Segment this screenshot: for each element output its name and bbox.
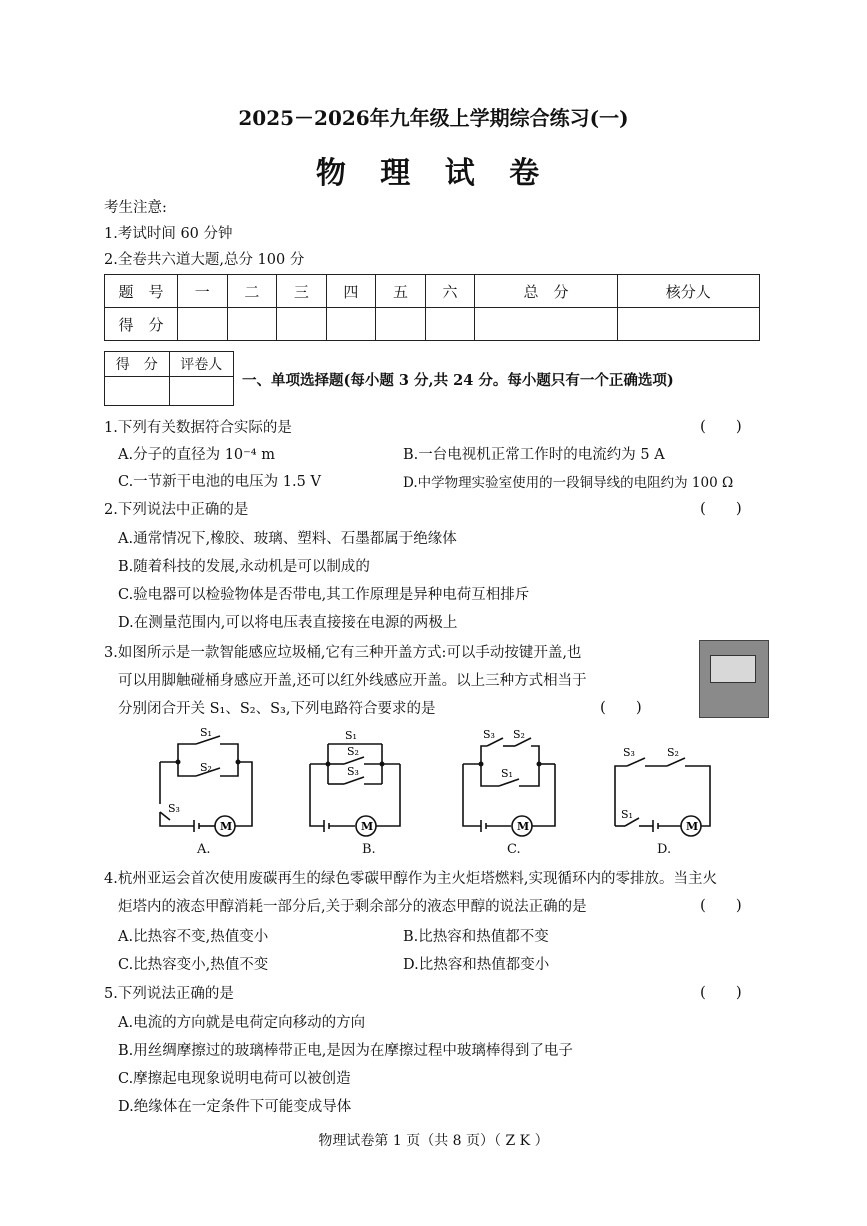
option: A.比热容不变,热值变小 <box>118 929 269 945</box>
score-header-cell: 题 号 <box>105 275 178 308</box>
circuit-label: B. <box>362 842 376 857</box>
option: C.一节新干电池的电压为 1.5 V <box>118 474 321 490</box>
grader-score-cell[interactable] <box>105 377 170 406</box>
grader-label: 得 分 <box>105 352 170 377</box>
switch-label: S₂ <box>347 745 359 758</box>
circuit-label: D. <box>657 842 672 857</box>
notice-item: 2.全卷共六道大题,总分 100 分 <box>104 252 305 268</box>
score-table <box>104 274 760 341</box>
score-header-cell: 二 <box>227 275 277 308</box>
switch-label: S₁ <box>200 726 212 739</box>
motor-label: M <box>686 820 699 833</box>
circuit-label: C. <box>507 842 521 857</box>
question-stem: 分别闭合开关 S₁、S₂、S₃,下列电路符合要求的是 <box>118 701 436 717</box>
page-title: 2025－2026年九年级上学期综合练习(一) <box>238 106 629 130</box>
option: D.比热容和热值都变小 <box>403 957 550 973</box>
motor-label: M <box>220 820 233 833</box>
score-header-cell: 核分人 <box>617 275 759 308</box>
score-table-header-row <box>105 275 760 308</box>
score-header-cell: 三 <box>277 275 327 308</box>
page-footer: 物理试卷第 1 页（共 8 页）（ Z K ） <box>318 1133 549 1149</box>
motor-label: M <box>361 820 374 833</box>
motor-label: M <box>517 820 530 833</box>
score-header-cell: 五 <box>376 275 426 308</box>
switch-label: S₁ <box>345 729 357 742</box>
score-cell[interactable] <box>425 308 475 341</box>
score-cell[interactable] <box>277 308 327 341</box>
circuit-diagram-d <box>605 724 720 839</box>
question-stem: 可以用脚触碰桶身感应开盖,还可以红外线感应开盖。以上三种方式相当于 <box>118 673 587 689</box>
grader-name-cell[interactable] <box>169 377 234 406</box>
switch-label: S₁ <box>621 808 633 821</box>
answer-paren[interactable]: ( ) <box>700 983 742 1001</box>
answer-paren[interactable]: ( ) <box>700 896 742 914</box>
answer-paren[interactable]: ( ) <box>700 499 742 517</box>
switch-label: S₃ <box>483 728 495 741</box>
option: A.电流的方向就是电荷定向移动的方向 <box>118 1015 366 1031</box>
option: C.比热容变小,热值不变 <box>118 957 269 973</box>
page-subtitle: 物 理 试 卷 <box>315 156 552 191</box>
option: A.分子的直径为 10⁻⁴ m <box>118 447 275 463</box>
question-stem: 3.如图所示是一款智能感应垃圾桶,它有三种开盖方式:可以手动按键开盖,也 <box>104 645 582 661</box>
switch-label: S₂ <box>200 761 212 774</box>
score-cell[interactable] <box>475 308 617 341</box>
score-header-cell: 六 <box>425 275 475 308</box>
switch-label: S₂ <box>513 728 525 741</box>
circuit-diagram-c <box>455 724 565 839</box>
score-header-cell: 总 分 <box>475 275 617 308</box>
score-cell[interactable] <box>617 308 759 341</box>
option: C.摩擦起电现象说明电荷可以被创造 <box>118 1071 351 1087</box>
option: B.用丝绸摩擦过的玻璃棒带正电,是因为在摩擦过程中玻璃棒得到了电子 <box>118 1043 573 1059</box>
circuit-diagram-b <box>300 724 410 839</box>
score-header-cell: 一 <box>178 275 228 308</box>
notice-item: 1.考试时间 60 分钟 <box>104 226 233 242</box>
question-stem: 2.下列说法中正确的是 <box>104 502 249 518</box>
answer-paren[interactable]: ( ) <box>700 417 742 435</box>
circuit-diagram-a <box>150 724 260 839</box>
score-cell[interactable] <box>326 308 376 341</box>
answer-paren[interactable]: ( ) <box>600 698 642 716</box>
option: B.比热容和热值都不变 <box>403 929 549 945</box>
switch-label: S₃ <box>168 802 180 815</box>
switch-label: S₃ <box>347 765 359 778</box>
option: C.验电器可以检验物体是否带电,其工作原理是异种电荷互相排斥 <box>118 587 530 603</box>
option: D.在测量范围内,可以将电压表直接接在电源的两极上 <box>118 615 458 631</box>
option: D.中学物理实验室使用的一段铜导线的电阻约为 100 Ω <box>403 475 734 491</box>
score-header-cell: 四 <box>326 275 376 308</box>
question-stem: 5.下列说法正确的是 <box>104 986 234 1002</box>
switch-label: S₂ <box>667 746 679 759</box>
notice-heading: 考生注意: <box>104 200 167 216</box>
circuit-label: A. <box>197 842 211 857</box>
grader-box <box>104 351 234 406</box>
switch-label: S₃ <box>623 746 635 759</box>
question-stem: 4.杭州亚运会首次使用废碳再生的绿色零碳甲醇作为主火炬塔燃料,实现循环内的零排放。当主火 <box>104 871 717 887</box>
grader-label: 评卷人 <box>169 352 234 377</box>
score-row-label: 得 分 <box>105 308 178 341</box>
option: B.随着科技的发展,永动机是可以制成的 <box>118 559 370 575</box>
smart-trash-can-photo <box>699 640 769 718</box>
option: D.绝缘体在一定条件下可能变成导体 <box>118 1099 352 1115</box>
question-stem: 1.下列有关数据符合实际的是 <box>104 420 292 436</box>
option: A.通常情况下,橡胶、玻璃、塑料、石墨都属于绝缘体 <box>118 531 457 547</box>
score-table-score-row <box>105 308 760 341</box>
score-cell[interactable] <box>227 308 277 341</box>
option: B.一台电视机正常工作时的电流约为 5 A <box>403 447 665 463</box>
score-cell[interactable] <box>376 308 426 341</box>
section-heading: 一、单项选择题(每小题 3 分,共 24 分。每小题只有一个正确选项) <box>242 372 674 389</box>
switch-label: S₁ <box>501 767 513 780</box>
score-cell[interactable] <box>178 308 228 341</box>
question-stem: 炬塔内的液态甲醇消耗一部分后,关于剩余部分的液态甲醇的说法正确的是 <box>118 899 587 915</box>
